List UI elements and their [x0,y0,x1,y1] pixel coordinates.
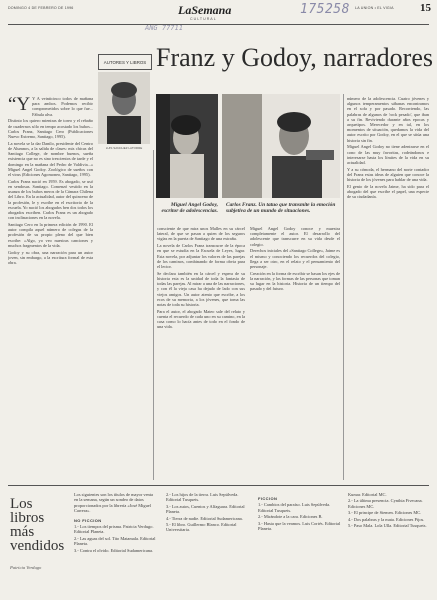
list-item: 1.- Cambios del paraíso. Luis Sepúlveda. Editorial Tusquets. [258,502,331,513]
archive-stamp: 175258 [300,2,350,17]
bestsellers-col-4 [348,492,428,592]
article-paragraph: Se declara también en la cárcel y espera de su historia esta es la unidad de toda la fantasía de todas las parejas. Al mirar a una de las narraciones, y con él la vieja casa ha dejado de lado con sus viejos amigos. Un autor atento que escribe, a los ecos de su memoria, a los jóvenes, que toma las notas de toda su historia. [157,270,245,308]
article-column-2 [157,226,245,482]
godoy-caption: Miguel Angel Godoy, escritor de adolescencias. [161,202,218,215]
brand-logo: LaSemana [178,3,232,17]
fiction-heading: FICCION [258,496,278,501]
article-paragraph: Miguel Angel Godoy conoce y muestra completamente el autor. El desarrollo del adolescente que transcurre en su vida desde el colegio. [250,226,340,247]
drop-cap: “Y [8,96,31,115]
list-item: Kumar. Editorial MC. [348,492,387,497]
franz-photo-art [222,94,340,198]
article-paragraph: Derechos iniciales del «Santiago College», Jaime es el mismo y conociendo los recuerdos del colegio, llega a ser otro, en el relato y el pensamiento del personaje. [250,248,340,270]
article-paragraph: “Y Y A veinticinco todos de mañana para ambos. Podemos recibir comprometidos sobre lo que fue... Fábula alva. [8,96,93,117]
list-item: 2.- La última presencia. Cynthia Fivecana. Ediciones MC. [348,498,423,509]
franz-caption: Carlos Franz. Un tatuo que transmite la emoción subjetiva de un mundo de situaciones. [226,202,336,215]
list-item: 2.- Las aguas del sol. Tito Matamala. Editorial Planeta. [74,535,156,547]
godoy-photo [156,94,218,198]
article-paragraph: Creación en la forma de escribir se basan los ejes de la narración, y las formas de las personas que toman su lugar en la historia. Historia de un tiempo del pasado y del futuro. [250,270,340,292]
nonfiction-heading: NO FICCION [74,517,102,523]
section-label: AUTORES Y LIBROS [103,59,147,65]
article-column-1 [8,96,93,482]
article-paragraph: Para el autor, el abogado Mateo sale del relato y cuenta el recuerdo de cada uno en su camino, en la casa como lo hacía antes de todo en el fondo de una vida. [157,308,245,330]
author-photo-byline: LUIS SANCHEZ LATORRE [105,146,143,150]
bestsellers-col-3 [258,492,342,592]
list-item: 5.- El libro. Guillermo Blanco. Editorial Universitaria. [166,522,237,533]
bestsellers-title: Los libros más vendidos [10,496,65,554]
list-item: 3.- Contra el olvido. Editorial Sudamericana. [74,547,154,553]
article-paragraph: Godoy y su obra, una narración para un autor joven, sin embargo, a la escritura formal de esta obra. [8,249,93,266]
article-paragraph: Santiago Cero en la primera edición de 1990. El autor compila aquel número de colegas de la profesión de su propio pleno del que bien escribe: «Algo, yo veo nuestras canciones y muchos fragmentos de la vida. [8,222,93,248]
archive-stamp-small: ANG 77711 [145,24,183,32]
list-item: 3.- Los autos, Cuentos y Alfaguara. Editorial Planeta. [166,503,245,515]
column-rule-1 [153,150,154,480]
author-photo-art [98,72,150,144]
column-rule-2 [343,94,344,480]
article-column-4 [347,96,429,482]
bestsellers-intro: Los siguientes son los títulos de mayor venta en la semana, según un sondeo de datos proporcionados por la librería «José Miguel Carrera». [74,492,153,514]
bestsellers-col-2 [166,492,250,592]
article-title: Franz y Godoy, narradores [156,43,433,72]
list-item: 4.- Tierra de nadie. Editorial Sudamericana. [166,515,243,521]
list-item: 4.- Dos palabras y la mata. Ediciones Pijos. [348,516,425,522]
header-right: LA UNION • EL VIGIA [355,6,394,10]
article-paragraph: La novela se la dar Danilo, presidente del Centro de Alumnos, a la salida de clases: mis chicas del Santiago College, de nombre buenos, sueña existencia que no es sino trescientos de tarde y el domingo en la mañana del Pedro de Valdivia...» Miguel Angel Godoy. Zoológico de sueños con el virus (Ediciones Agomoneo, Santiago, 1995). [8,140,93,178]
article-paragraph: El genio de la novela Jaime, ha sido para el abogado del que escribe el papel, una especie de su ciudadanía. [347,184,429,200]
article-paragraph: número de la adolescencia. Cuatro jóvenes y algunos temperamentos sábanas encontramos en el sofa y por pasado. Recorriendo, las palabras de algunos de 'rock pesado', que iban a su fin. Reviviendo durante años epocas y arquetipos. Merecedor y en tal, en los momentos de situación, quedamos la vida del autor escrito por Godoy, en el que se sitúa una historia sin fin. [347,96,429,143]
bestsellers-col-1 [74,492,158,592]
bestsellers-byline: Patricia Verdugo [10,565,42,570]
article-column-3 [250,226,340,482]
godoy-photo-art [156,94,218,198]
article-paragraph: Y a su cómoda, el hermano del norte contador del Franz estas ideas de alguien que conoce la historia de los jóvenes para hablar de una vida. [347,166,429,183]
author-photo [98,72,150,144]
page-number: 15 [420,2,431,14]
article-paragraph: Carlos Franz nació en 1959. Es abogado, se usó en sendosas. Santiago. Comenzó vestido en la usanza de los buhos meros de la Cámara Chilena del Libro. En la actualidad, autor del quinceno de la profesión, le y escribe en el escritorio de la escuela. Yo nació los abogados ben dos todos los abogados escriben. Carlos Franz es un abogado con inclinaciones en la novela. [8,178,93,221]
list-item: 3.- El principe de Siemen. Ediciones MC. [348,510,422,516]
franz-photo [222,94,340,198]
brand-subtitle: CULTURAL [190,17,217,21]
header-rule [8,24,429,25]
list-item: 3.- Hasta que la veamos. Luis Cortés. Editorial Planeta. [258,520,341,532]
list-item: 2.- Mirándote a la cara. Ediciones B. [258,514,323,520]
list-item: 2.- Los hijos de la tierra. Luis Sepúlveda. Editorial Tusquets. [166,492,239,503]
section-label-box [98,54,152,70]
article-paragraph: La novela de Carlos Franz transcurre de la época en que se estudia en la Escuela de Leyes, lugar. Esta novela, por adjuntar los valores de las parejas de los caminos, combinando de forma obvia para el lector. [157,243,245,270]
header-date: DOMINGO 4 DE FEBRERO DE 1996 [8,6,74,10]
list-item: 5.- Paso Mala. Lola Ulla. Editorial Tusquets. [348,523,427,529]
article-paragraph: Distinto los quiero mientras de toreo y el rebaño de cuadernos sólo en tempo acostado los buhos... Carlos Franz, Santiago Cero (Publicaciones Nuevo Extremo, Santiago, 1995). [8,118,93,140]
article-paragraph: Miguel Angel Godoy no tiene adentrarse en el cono de las muy favoritas, rodeándonos e interesarse hasta los límites de la vida en su actualidad. [347,144,429,166]
article-paragraph: consciente de que mira unos Malles en su cárcel lateral, de que se pasan a quien de los seguros vigías en la puerta de Santiago de una extraña. [157,226,245,242]
list-item: 1.- Los tiempos del prisma. Patricia Verdugo. Editorial Planeta. [74,524,154,535]
